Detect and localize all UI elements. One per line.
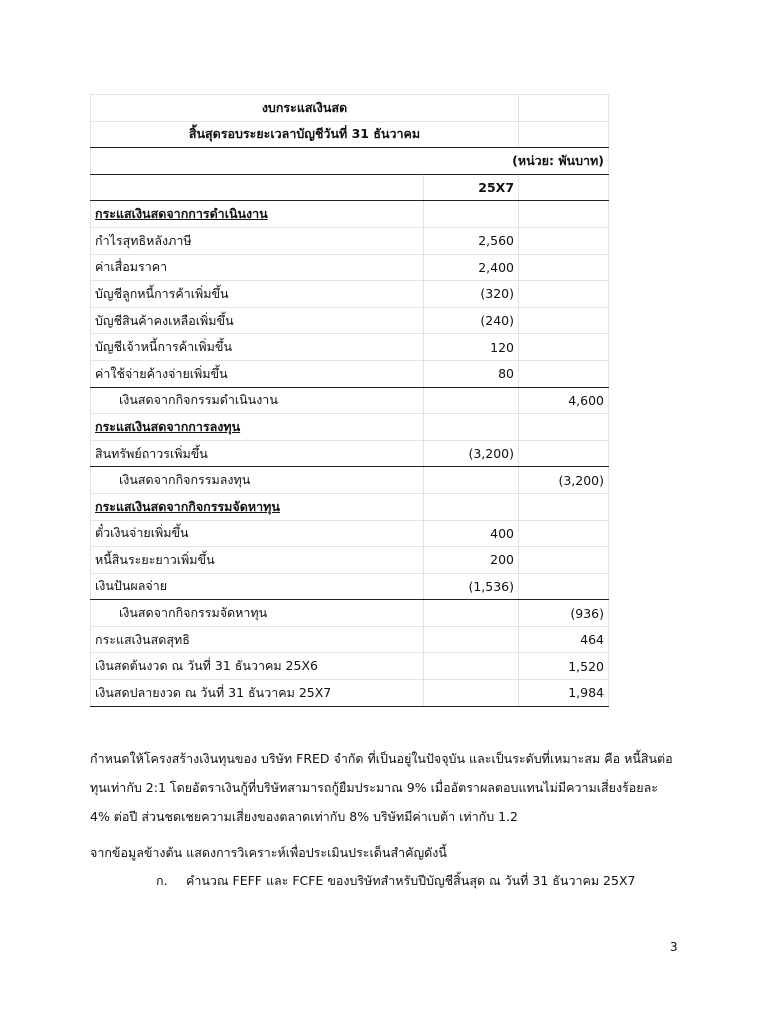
statement-title: งบกระแสเงินสด [91,95,519,122]
page-number: 3 [670,940,678,954]
investing-heading: กระแสเงินสดจากการลงทุน [91,414,424,441]
cash-flow-table [90,94,609,707]
row-label: บัญชีสินค้าคงเหลือเพิ่มขึ้น [91,307,424,334]
summary-label: เงินสดต้นงวด ณ วันที่ 31 ธันวาคม 25X6 [91,653,424,680]
table-row [91,281,609,308]
row-amount: (320) [424,281,519,308]
instruction-paragraph: จากข้อมูลข้างต้น แสดงการวิเคราะห์เพื่อประเมินประเด็นสำคัญดังนี้ [90,845,447,860]
table-row [91,573,609,600]
subtotal-row [91,387,609,414]
cash-flow-statement [90,94,608,707]
year-header: 25X7 [424,174,519,201]
summary-amount: 1,984 [519,680,609,707]
capital-structure-paragraph [90,744,690,831]
year-row [91,174,609,201]
row-label: บัญชีเจ้าหนี้การค้าเพิ่มขึ้น [91,334,424,361]
row-label: สินทรัพย์ถาวรเพิ่มขึ้น [91,440,424,467]
question-label: ก. [156,873,168,888]
operating-total: 4,600 [519,387,609,414]
table-row [91,547,609,574]
row-label: หนี้สินระยะยาวเพิ่มขึ้น [91,547,424,574]
subtitle-row [91,121,609,148]
row-amount: 2,400 [424,254,519,281]
row-amount: 400 [424,520,519,547]
row-amount: (240) [424,307,519,334]
investing-total: (3,200) [519,467,609,494]
financing-total: (936) [519,600,609,627]
summary-label: กระแสเงินสดสุทธิ [91,626,424,653]
table-row [91,440,609,467]
subtotal-row [91,600,609,627]
question-item [156,866,635,895]
row-amount: (3,200) [424,440,519,467]
paragraph-line: กำหนดให้โครงสร้างเงินทุนของ บริษัท FRED จำกัด ที่เป็นอยู่ในปัจจุบัน และเป็นระดับที่เหมาะสม คือ หนี้สินต่อ [90,751,673,766]
table-row [91,360,609,387]
statement-subtitle: สิ้นสุดรอบระยะเวลาบัญชีวันที่ 31 ธันวาคม [91,121,519,148]
row-amount: (1,536) [424,573,519,600]
title-row [91,95,609,122]
summary-label: เงินสดปลายงวด ณ วันที่ 31 ธันวาคม 25X7 [91,680,424,707]
operating-heading: กระแสเงินสดจากการดำเนินงาน [91,201,424,228]
unit-row [91,148,609,175]
subtotal-row [91,467,609,494]
row-label: เงินปันผลจ่าย [91,573,424,600]
table-row [91,254,609,281]
unit-label: (หน่วย: พันบาท) [91,148,609,175]
row-label: ค่าเสื่อมราคา [91,254,424,281]
financing-total-label: เงินสดจากกิจกรรมจัดหาทุน [91,600,424,627]
paragraph-line: ทุนเท่ากับ 2:1 โดยอัตราเงินกู้ที่บริษัทสามารถกู้ยืมประมาณ 9% เมื่ออัตราผลตอบแทนไม่มีความเสี่ยงร้อยละ [90,780,658,795]
summary-amount: 464 [519,626,609,653]
table-row [91,520,609,547]
summary-row [91,653,609,680]
section-heading-row [91,493,609,520]
table-row [91,227,609,254]
row-label: ตั๋วเงินจ่ายเพิ่มขึ้น [91,520,424,547]
section-heading-row [91,414,609,441]
operating-total-label: เงินสดจากกิจกรรมดำเนินงาน [91,387,424,414]
paragraph-line: 4% ต่อปี ส่วนชดเชยความเสี่ยงของตลาดเท่ากับ 8% บริษัทมีค่าเบต้า เท่ากับ 1.2 [90,809,519,824]
row-amount: 120 [424,334,519,361]
row-amount: 80 [424,360,519,387]
summary-row [91,680,609,707]
summary-row [91,626,609,653]
financing-heading: กระแสเงินสดจากกิจกรรมจัดหาทุน [91,493,424,520]
row-label: บัญชีลูกหนี้การค้าเพิ่มขึ้น [91,281,424,308]
table-row [91,307,609,334]
row-amount: 200 [424,547,519,574]
row-label: ค่าใช้จ่ายค้างจ่ายเพิ่มขึ้น [91,360,424,387]
row-amount: 2,560 [424,227,519,254]
investing-total-label: เงินสดจากกิจกรรมลงทุน [91,467,424,494]
question-text: คำนวณ FEFF และ FCFE ของบริษัทสำหรับปีบัญชีสิ้นสุด ณ วันที่ 31 ธันวาคม 25X7 [185,873,636,888]
table-row [91,334,609,361]
section-heading-row [91,201,609,228]
summary-amount: 1,520 [519,653,609,680]
row-label: กำไรสุทธิหลังภาษี [91,227,424,254]
